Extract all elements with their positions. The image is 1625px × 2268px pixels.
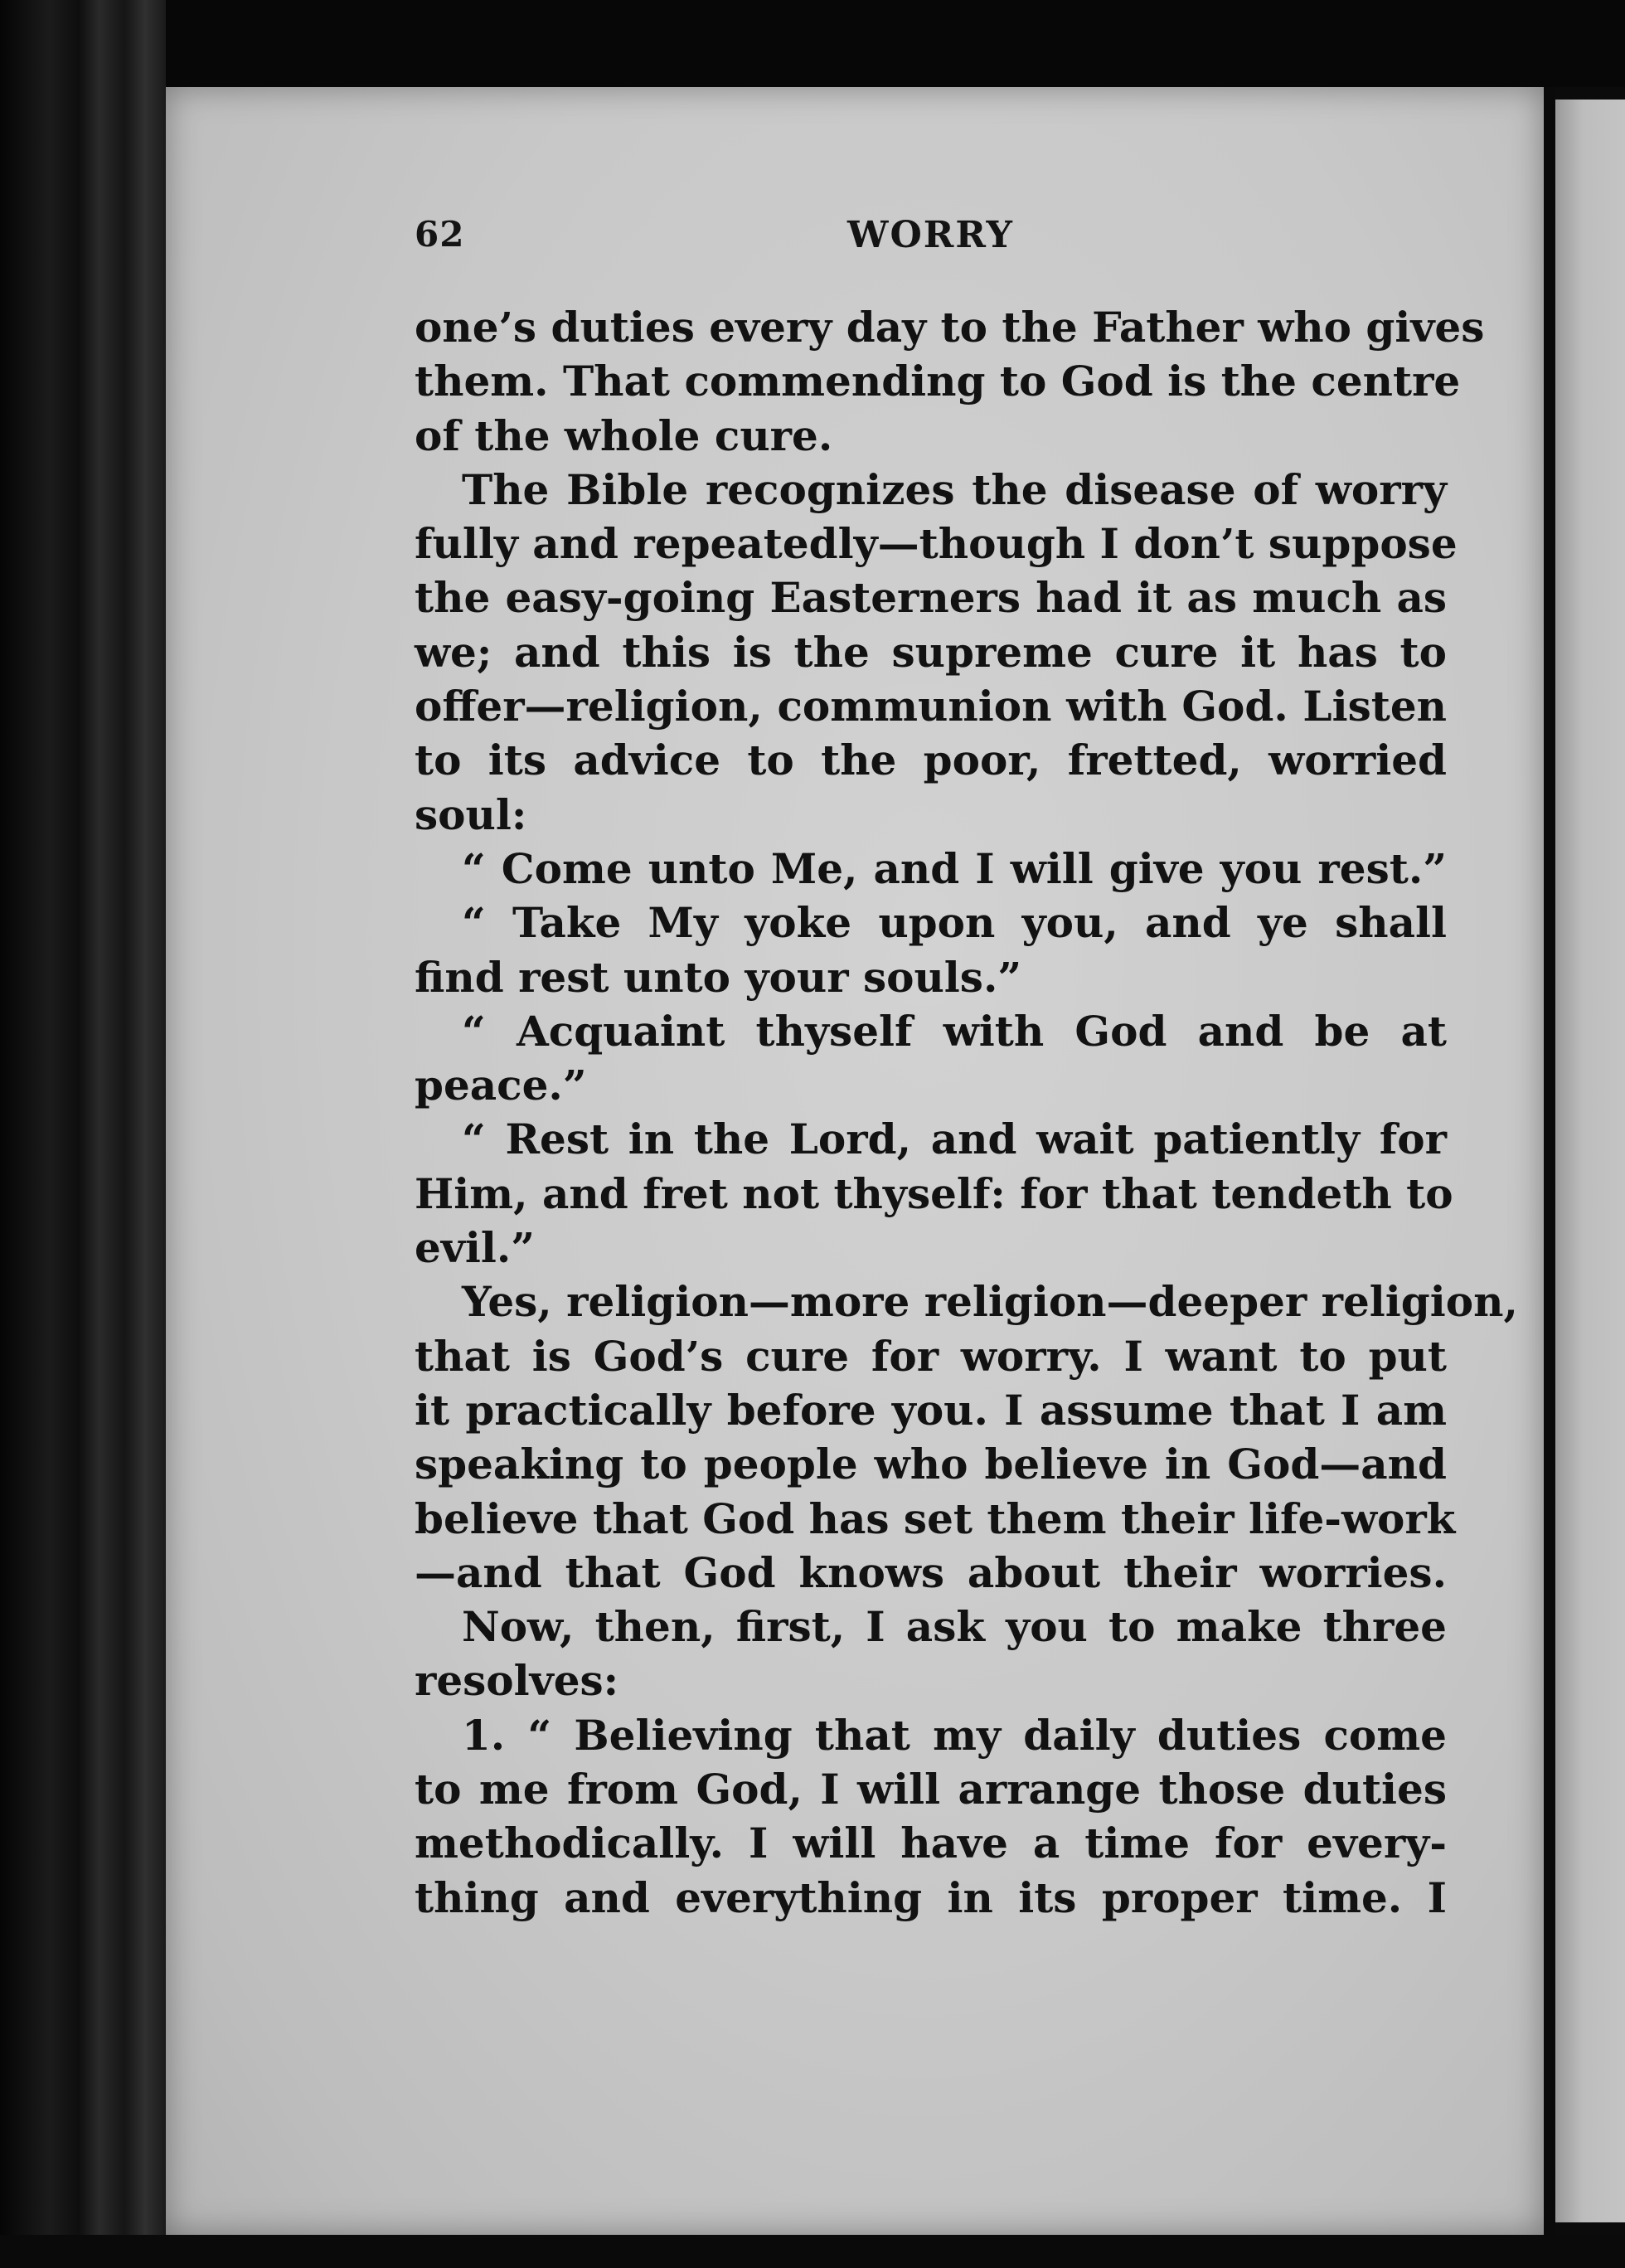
text-line: speaking to people who believe in God—and	[415, 1440, 1447, 1489]
text-line: them. That commending to God is the centre	[415, 357, 1461, 406]
text-line: to me from God, I will arrange those duties	[415, 1765, 1447, 1814]
text-line: fully and repeatedly—though I don’t suppose	[415, 519, 1458, 569]
text-line: evil.”	[415, 1223, 536, 1273]
body-text	[415, 300, 1518, 1925]
text-line: 1. “ Believing that my daily duties come	[462, 1710, 1447, 1760]
page-gutter-divider	[1544, 87, 1555, 2268]
page-number: 62	[415, 214, 465, 255]
text-line: The Bible recognizes the disease of worry	[462, 464, 1447, 514]
text-line: find rest unto your souls.”	[415, 952, 1022, 1002]
text-line: —and that God knows about their worries.	[415, 1547, 1447, 1597]
text-line: “ Rest in the Lord, and wait patiently for	[462, 1115, 1447, 1164]
text-line: peace.”	[415, 1061, 587, 1110]
page-header	[415, 214, 1447, 272]
running-title: WORRY	[847, 214, 1014, 256]
text-line: resolves:	[415, 1656, 619, 1706]
text-line: Him, and fret not thyself: for that tendeth to	[415, 1168, 1453, 1218]
text-line: “ Acquaint thyself with God and be at	[462, 1006, 1447, 1056]
next-page-edge	[1555, 100, 1625, 2222]
text-line: it practically before you. I assume that I am	[415, 1385, 1447, 1435]
text-line: Yes, religion—more religion—deeper religion,	[462, 1277, 1518, 1327]
text-line: “ Take My yoke upon you, and ye shall	[462, 898, 1447, 948]
scan-top-margin	[0, 0, 1625, 87]
scan-bottom-margin	[0, 2235, 1625, 2268]
text-line: of the whole cure.	[415, 410, 833, 460]
text-line: the easy-going Easterners had it as much as	[415, 573, 1447, 623]
text-line: believe that God has set them their life-work	[415, 1493, 1456, 1543]
text-line: Now, then, first, I ask you to make three	[462, 1602, 1447, 1652]
text-line: thing and everything in its proper time. I	[415, 1872, 1447, 1922]
text-line: offer—religion, communion with God. Listen	[415, 682, 1447, 731]
text-line: that is God’s cure for worry. I want to put	[415, 1331, 1447, 1381]
text-line: soul:	[415, 789, 527, 839]
text-line: we; and this is the supreme cure it has to	[415, 627, 1447, 677]
text-line: methodically. I will have a time for every-	[415, 1819, 1447, 1868]
text-line: one’s duties every day to the Father who gives	[415, 303, 1485, 352]
text-line: “ Come unto Me, and I will give you rest.”	[462, 843, 1447, 893]
book-spine-edge	[0, 0, 166, 2268]
text-line: to its advice to the poor, fretted, worried	[415, 736, 1447, 785]
